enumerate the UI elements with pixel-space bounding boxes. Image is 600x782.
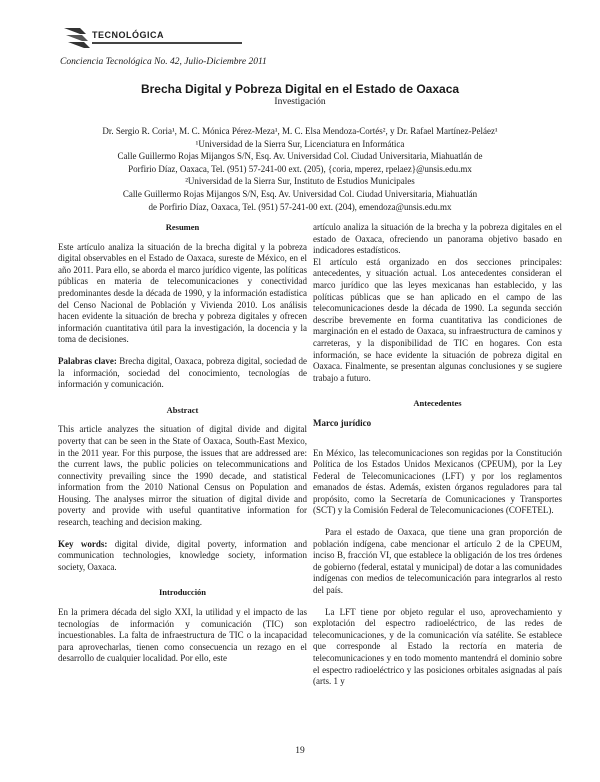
- key-words-text: digital divide, digital poverty, information and communication technologies, knowledge society, information society, Oaxaca.: [58, 538, 307, 572]
- abstract-heading: Abstract: [166, 404, 199, 415]
- key-words-label: Key words:: [58, 538, 108, 549]
- address-1-line-1: Calle Guillermo Rojas Mijangos S/N, Esq. Av. Universidad Col. Ciudad Universitaria, Miahuatlán de: [117, 151, 483, 162]
- logo-underline: [92, 42, 242, 44]
- introduccion-heading: Introducción: [158, 587, 207, 598]
- marco-juridico-paragraph-3: La LFT tiene por objeto regular el uso, aprovechamiento y explotación del espectro radioeléctrico, de las redes de telecomunicaciones, y de la comunicación vía satélite. Se establece que corresponde al Estado la rectoría en materia de telecomunicaciones y en todo momento mantendrá el dominio sobre el espectro radioeléctrico y las posiciones orbitales asignadas al país (arts. 1 y: [313, 606, 562, 687]
- left-column: [58, 222, 307, 665]
- key-words: [58, 539, 307, 574]
- author-list: Dr. Sergio R. Coria¹, M. C. Mónica Pérez-Meza¹, M. C. Elsa Mendoza-Cortés², y Dr. Rafael Martínez-Peláez¹: [102, 126, 498, 136]
- logo-arrows-icon: [64, 28, 92, 48]
- abstract-text: This article analyzes the situation of digital divide and digital poverty that can be seen in the State of Oaxaca, South-East Mexico, in the 2011 year. For this purpose, the issues that are addressed are: the current laws, the public policies on telecommunications and connectivity prevailing since the 1990 decade, and statistical information from the 2010 National Census on Population and Housing. The analyses mirror the situation of digital divide and poverty and provide with useful quantitative information for research, teaching and decision making.: [58, 424, 307, 528]
- affiliation-1: ¹Universidad de la Sierra Sur, Licenciatura en Informática: [195, 138, 405, 149]
- resumen-text: Este artículo analiza la situación de la brecha digital y la pobreza digital observables en el Estado de Oaxaca, sureste de México, en el año 2011. Para ello, se aborda el marco jurídico vigente, las políticas públicas en materia de telecomunicaciones y conectividad predominantes desde la década de 1990, y la información estadística del Censo Nacional de Población y Vivienda 2010. Los análisis hacen evidente la situación de brecha y pobreza digitales y ofrecen información cuantitativa útil para la investigación, la docencia y la toma de decisiones.: [58, 241, 307, 345]
- affiliation-2: ²Universidad de la Sierra Sur, Instituto de Estudios Municipales: [185, 176, 415, 187]
- author-block: [40, 125, 560, 213]
- marco-juridico-paragraph-2: Para el estado de Oaxaca, que tiene una gran proporción de población indígena, cabe mencionar el artículo 2 de la CPEUM, inciso B, fracción VI, que establece la obligación de los tres órdenes de gobierno (federal, estatal y municipal) de dotar a las comunidades indígenas con medios de telecomunicación para integrarlos al resto del país.: [313, 527, 562, 596]
- antecedentes-heading: Antecedentes: [413, 398, 462, 409]
- introduccion-text: En la primera década del siglo XXI, la utilidad y el impacto de las tecnologías de información y comunicación (TIC) son incuestionables. La falta de infraestructura de TIC o la incapacidad para aprovecharlas, tienen como consecuencia un rezago en el desarrollo de cualquier localidad. Por ello, este: [58, 607, 307, 664]
- page-number: 19: [295, 746, 305, 756]
- journal-logo: [58, 24, 248, 52]
- palabras-clave-label: Palabras clave:: [58, 355, 117, 366]
- marco-juridico-paragraph-1: En México, las telecomunicaciones son regidas por la Constitución Política de los Estados Unidos Mexicanos (CPEUM), por la Ley Federal de Telecomunicaciones (LFT) y por los reglamentos emanados de éstas. Además, existen órganos reguladores para tal propósito, como la Secretaría de Comunicaciones y Transportes (SCT) y la Comisión Federal de Telecomunicaciones (COFETEL).: [313, 447, 562, 516]
- organization-paragraph: El artículo está organizado en dos secciones principales: antecedentes, y situación actual. Los antecedentes consideran el marco jurídico que las leyes mexicanas han establecido, y las políticas públicas que se han aplicado en el campo de las telecomunicaciones desde la década de 1990. La segunda sección describe brevemente en forma cuantitativa las condiciones de marginación en el estado de Oaxaca, su infraestructura de caminos y carreteras, y la disponibilidad de TIC en hogares. Con esta información, se hace evidente la situación de pobreza digital en Oaxaca. Finalmente, se presentan algunas conclusiones y se sugiere trabajo a futuro.: [313, 256, 562, 383]
- palabras-clave-text: Brecha digital, Oaxaca, pobreza digital, sociedad de la información, sociedad del conocimiento, tecnologías de información y comunicación.: [58, 355, 307, 390]
- journal-reference: Conciencia Tecnológica No. 42, Julio-Diciembre 2011: [60, 57, 267, 67]
- article-type: Investigación: [274, 97, 326, 107]
- intro-continuation: artículo analiza la situación de la brecha y la pobreza digitales en el estado de Oaxaca, ofreciendo un panorama objetivo basado en indicadores estadísticos.: [313, 222, 562, 256]
- right-column: [313, 222, 562, 688]
- article-title: Brecha Digital y Pobreza Digital en el Estado de Oaxaca: [140, 82, 460, 96]
- logo-text: TECNOLÓGICA: [92, 30, 164, 40]
- address-2-line-1: Calle Guillermo Rojas Mijangos S/N, Esq. Av. Universidad Col. Ciudad Universitaria, Miahuatlán: [122, 188, 478, 199]
- palabras-clave: [58, 356, 307, 391]
- address-1-line-2: Porfirio Díaz, Oaxaca, Tel. (951) 57-241-00 ext. (205), {coria, mperez, rpelaez}@unsis.edu.mx: [128, 163, 472, 174]
- address-2-line-2: de Porfirio Díaz, Oaxaca, Tel. (951) 57-241-00 ext. (204), emendoza@unsis.edu.mx: [148, 201, 452, 212]
- marco-juridico-heading: Marco jurídico: [313, 417, 372, 428]
- resumen-heading: Resumen: [165, 222, 200, 232]
